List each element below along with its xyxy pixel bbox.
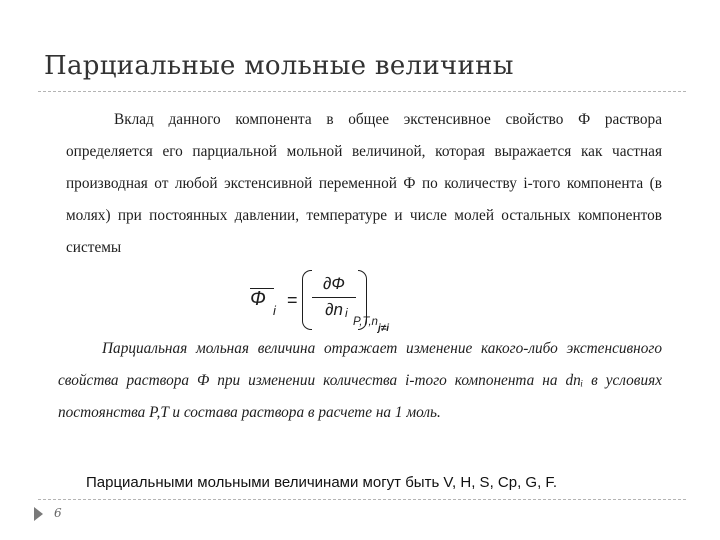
definition-paragraph bbox=[66, 104, 662, 264]
triangle-right-icon bbox=[34, 507, 43, 521]
formula-condition-vars: P,T,n bbox=[353, 316, 378, 328]
footer-divider bbox=[38, 499, 686, 500]
explanation-text: Парциальная мольная величина отражает изменение какого-либо экстенсивного свойства раствора Ф при изменении количества i-того компонента на dnᵢ в условиях постоянства P,T и состава раствора в расчете на 1 моль. bbox=[58, 340, 662, 421]
page-number: 6 bbox=[54, 506, 62, 520]
formula-fraction bbox=[312, 274, 356, 320]
formula-condition-subscript: j≠i bbox=[377, 323, 389, 334]
formula-equals: = bbox=[287, 290, 298, 310]
formula-denominator: ∂n bbox=[325, 300, 343, 319]
formula-denominator-subscript: i bbox=[345, 306, 348, 320]
formula-condition bbox=[353, 316, 389, 334]
formula-fraction-bar bbox=[312, 297, 356, 298]
definition-text: Вклад данного компонента в общее экстенсивное свойство Ф раствора определяется его парциальной мольной величиной, которая выражается как частная производная от любой экстенсивной переменной Ф по количеству i-того компонента (в молях) при постоянных давлении, температуре и числе молей остальных компонентов системы bbox=[66, 111, 662, 256]
formula-lhs-subscript: i bbox=[273, 303, 276, 318]
formula-lhs-symbol: Ф bbox=[250, 288, 266, 310]
partial-molar-formula bbox=[250, 270, 430, 336]
summary-line: Парциальными мольными величинами могут быть V, H, S, Cp, G, F. bbox=[86, 474, 558, 491]
formula-lhs bbox=[250, 288, 266, 311]
formula-numerator: ∂Ф bbox=[323, 274, 345, 293]
formula-left-paren bbox=[302, 270, 312, 330]
explanation-paragraph bbox=[58, 333, 662, 429]
page-title: Парциальные мольные величины bbox=[44, 51, 514, 81]
title-divider bbox=[38, 91, 686, 92]
